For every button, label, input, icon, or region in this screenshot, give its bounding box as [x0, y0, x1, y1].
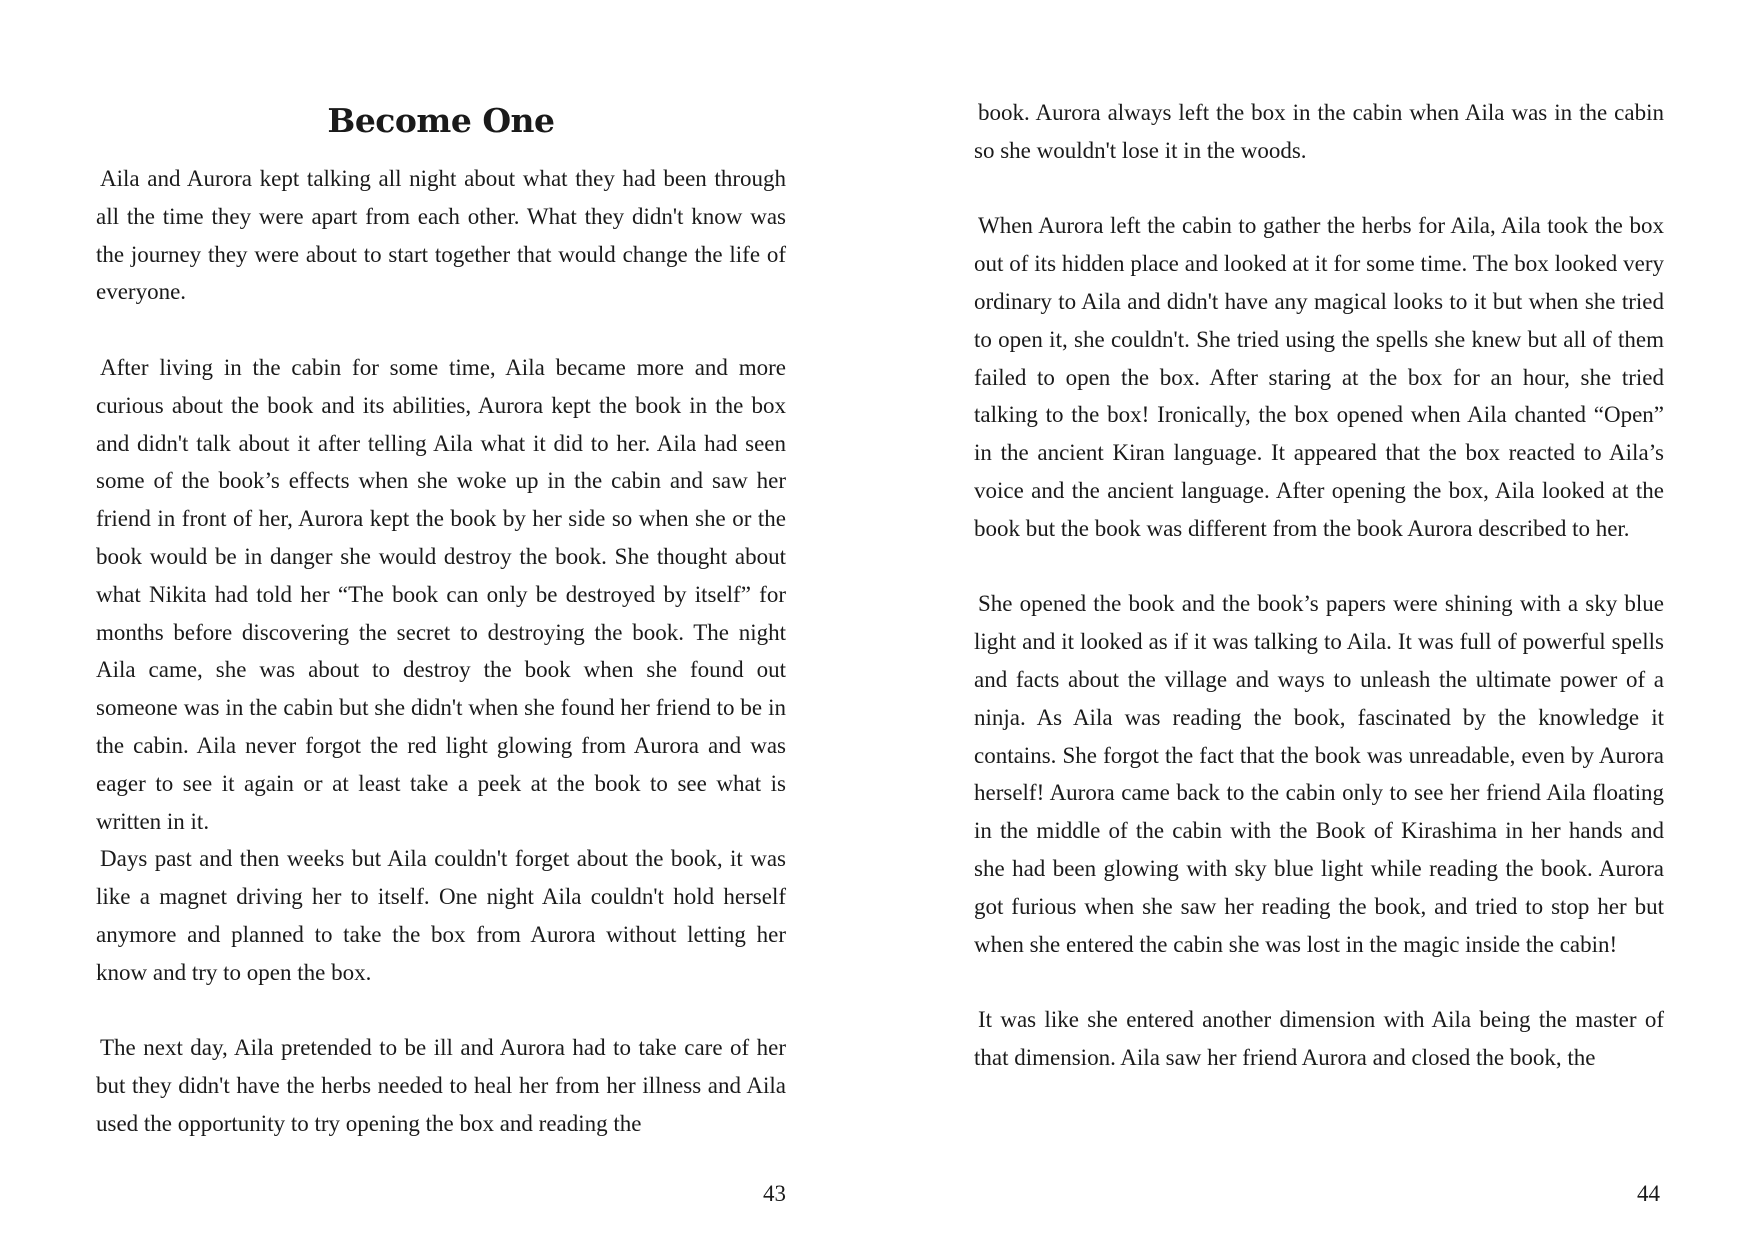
paragraph: It was like she entered another dimension with Aila being the master of that dimension. Aila saw her friend Aurora and closed the book, the [974, 1007, 1664, 1070]
page-number: 43 [763, 1181, 786, 1206]
paragraph: book. Aurora always left the box in the cabin when Aila was in the cabin so she wouldn't lose it in the woods. [974, 100, 1664, 163]
chapter-title: Become One [327, 101, 555, 140]
right-page-text [974, 94, 1664, 1077]
paragraph: She opened the book and the book’s papers were shining with a sky blue light and it looked as if it was talking to Aila. It was full of powerful spells and facts about the village and ways to unleash the ultimate power of a ninja. As Aila was reading the book, fascinated by the knowledge it contains. She forgot the fact that the book was unreadable, even by Aurora herself! Aurora came back to the cabin only to see her friend Aila floating in the middle of the cabin with the Book of Kirashima in her hands and she had been glowing with sky blue light while reading the book. Aurora got furious when she saw her reading the book, and tried to stop her but when she entered the cabin she was lost in the magic inside the cabin! [974, 591, 1664, 957]
paragraph: Days past and then weeks but Aila couldn't forget about the book, it was like a magnet driving her to itself. One night Aila couldn't hold herself anymore and planned to take the box from Aurora without letting her know and try to open the box. [96, 846, 786, 985]
left-page-text [96, 160, 786, 1143]
paragraph: After living in the cabin for some time, Aila became more and more curious about the book and its abilities, Aurora kept the book in the box and didn't talk about it after telling Aila what it did to her. Aila had seen some of the book’s effects when she woke up in the cabin and saw her friend in front of her, Aurora kept the book by her side so when she or the book would be in danger she would destroy the book. She thought about what Nikita had told her “The book can only be destroyed by itself” for months before discovering the secret to destroying the book. The night Aila came, she was about to destroy the book when she found out someone was in the cabin but she didn't when she found her friend to be in the cabin. Aila never forgot the red light glowing from Aurora and was eager to see it again or at least take a peek at the book to see what is written in it. [96, 354, 786, 834]
right-page [874, 0, 1748, 1241]
paragraph: Aila and Aurora kept talking all night about what they had been through all the time they were apart from each other. What they didn't know was the journey they were about to start together that would change the life of everyone. [96, 166, 786, 305]
paragraph: When Aurora left the cabin to gather the herbs for Aila, Aila took the box out of its hidden place and looked at it for some time. The box looked very ordinary to Aila and didn't have any magical looks to it but when she tried to open it, she couldn't. She tried using the spells she knew but all of them failed to open the box. After staring at the box for an hour, she tried talking to the box! Ironically, the box opened when Aila chanted “Open” in the ancient Kiran language. It appeared that the box reacted to Aila’s voice and the ancient language. After opening the box, Aila looked at the book but the book was different from the book Aurora described to her. [974, 213, 1664, 541]
page-number: 44 [1637, 1181, 1660, 1206]
paragraph: The next day, Aila pretended to be ill and Aurora had to take care of her but they didn't have the herbs needed to heal her from her illness and Aila used the opportunity to try opening the box and reading the [96, 1035, 786, 1136]
